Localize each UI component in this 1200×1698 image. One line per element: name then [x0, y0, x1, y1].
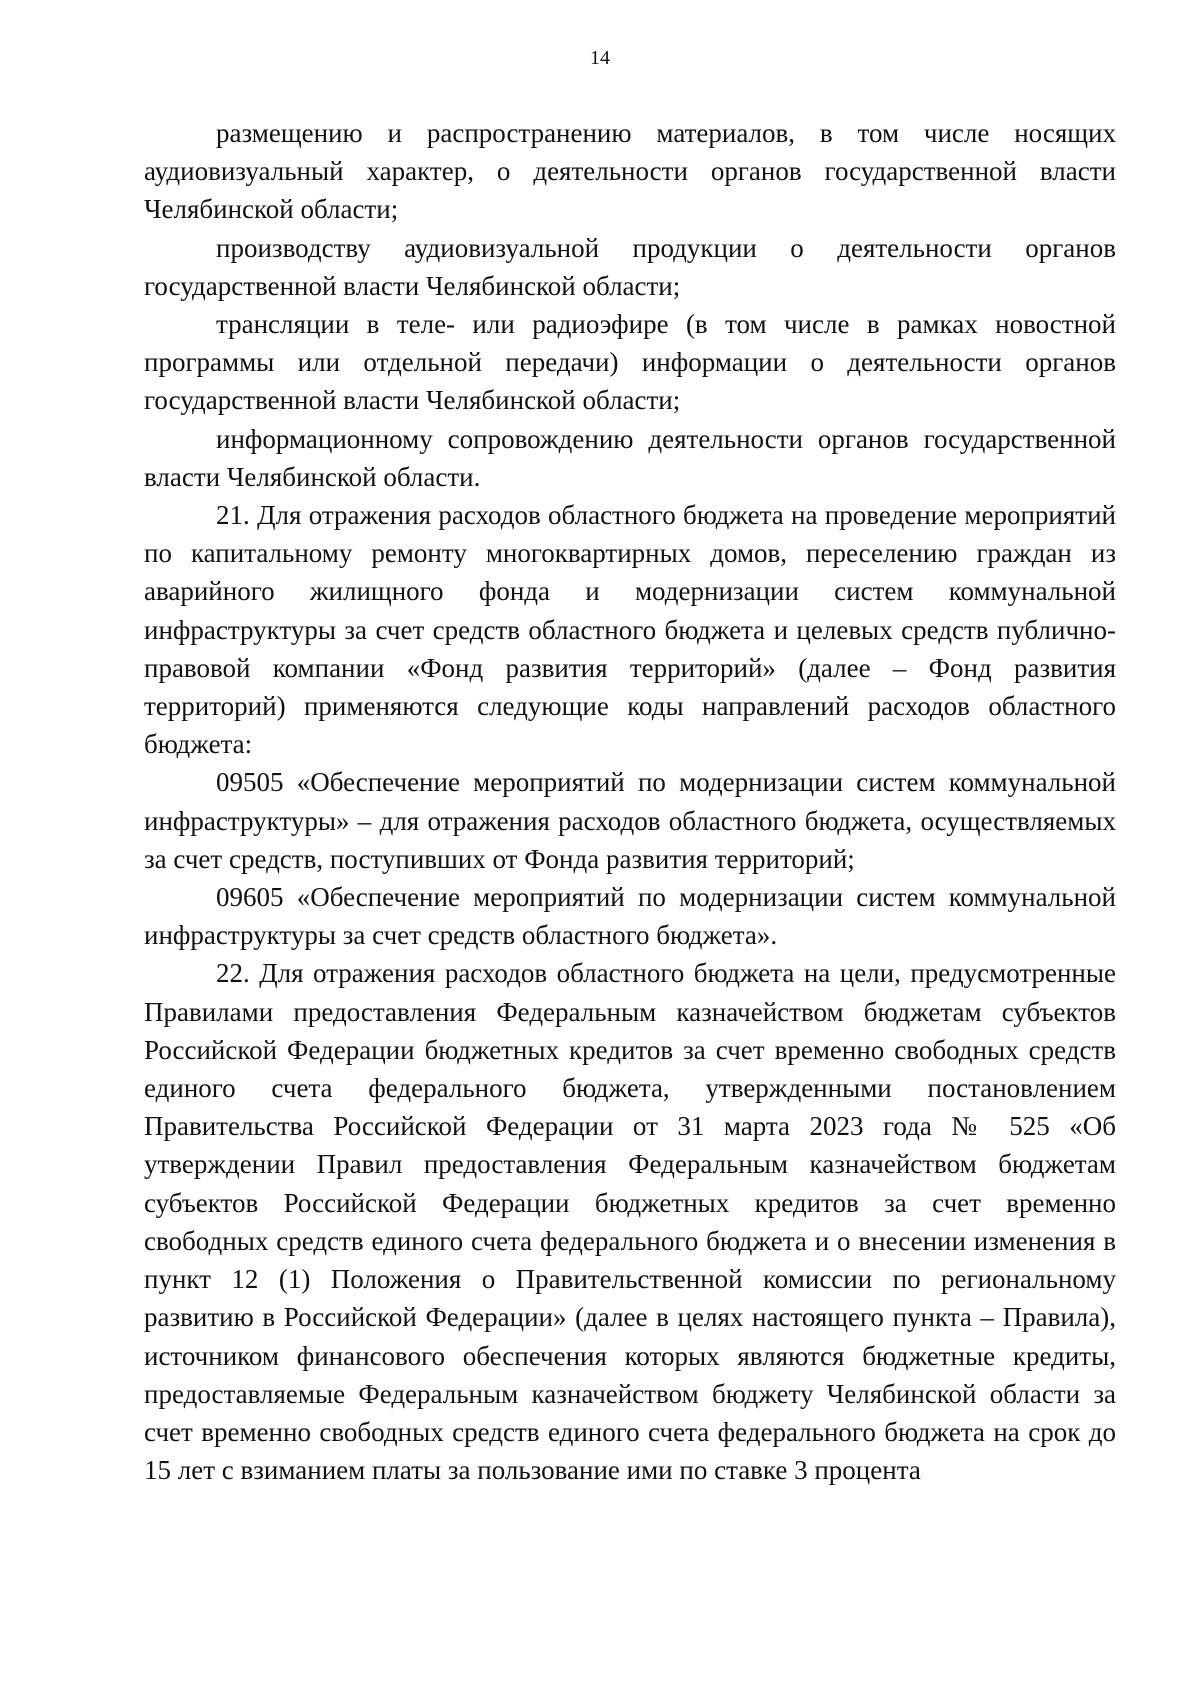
paragraph-4: информационному сопровождению деятельности органов государственной власти Челябинской области.: [144, 423, 1116, 492]
paragraph-1: размещению и распространению материалов, в том числе носящих аудиовизуальный характер, о деятельности органов государственной власти Челябинской области;: [144, 118, 1116, 225]
paragraph-item-21: 21. Для отражения расходов областного бюджета на проведение мероприятий по капитальному ремонту многоквартирных домов, переселению граждан из аварийного жилищного фонда и модернизации систем коммунальной инфраструктуры за счет средств областного бюджета и целевых средств публично-правовой компании «Фонд развития территорий» (далее – Фонд развития территорий) применяются следующие коды направлений расходов областного бюджета:: [144, 500, 1116, 760]
page-number: 14: [590, 47, 610, 69]
paragraph-code-09505: 09505 «Обеспечение мероприятий по модернизации систем коммунальной инфраструктуры» – для отражения расходов областного бюджета, осуществляемых за счет средств, поступивших от Фонда развития территорий;: [144, 767, 1116, 874]
paragraph-2: производству аудиовизуальной продукции о деятельности органов государственной власти Челябинской области;: [144, 232, 1116, 301]
paragraph-item-22: 22. Для отражения расходов областного бюджета на цели, предусмотренные Правилами предоставления Федеральным казначейством бюджетам субъектов Российской Федерации бюджетных кредитов за счет временно свободных средств единого счета федерального бюджета, утвержденными постановлением Правительства Российской Федерации от 31 марта 2023 года № 525 «Об утверждении Правил предоставления Федеральным казначейством бюджетам субъектов Российской Федерации бюджетных кредитов за счет временно свободных средств единого счета федерального бюджета и о внесении изменения в пункт 12 (1) Положения о Правительственной комиссии по региональному развитию в Российской Федерации» (далее в целях настоящего пункта – Правила), источником финансового обеспечения которых являются бюджетные кредиты, предоставляемые Федеральным казначейством бюджету Челябинской области за счет временно свободных средств единого счета федерального бюджета на срок до 15 лет с взиманием платы за пользование ими по ставке 3 процента: [144, 958, 1116, 1486]
paragraph-code-09605: 09605 «Обеспечение мероприятий по модернизации систем коммунальной инфраструктуры за счет средств областного бюджета».: [144, 882, 1116, 951]
document-body: [144, 114, 1116, 1489]
paragraph-3: трансляции в теле- или радиоэфире (в том числе в рамках новостной программы или отдельной передачи) информации о деятельности органов государственной власти Челябинской области;: [144, 309, 1116, 416]
